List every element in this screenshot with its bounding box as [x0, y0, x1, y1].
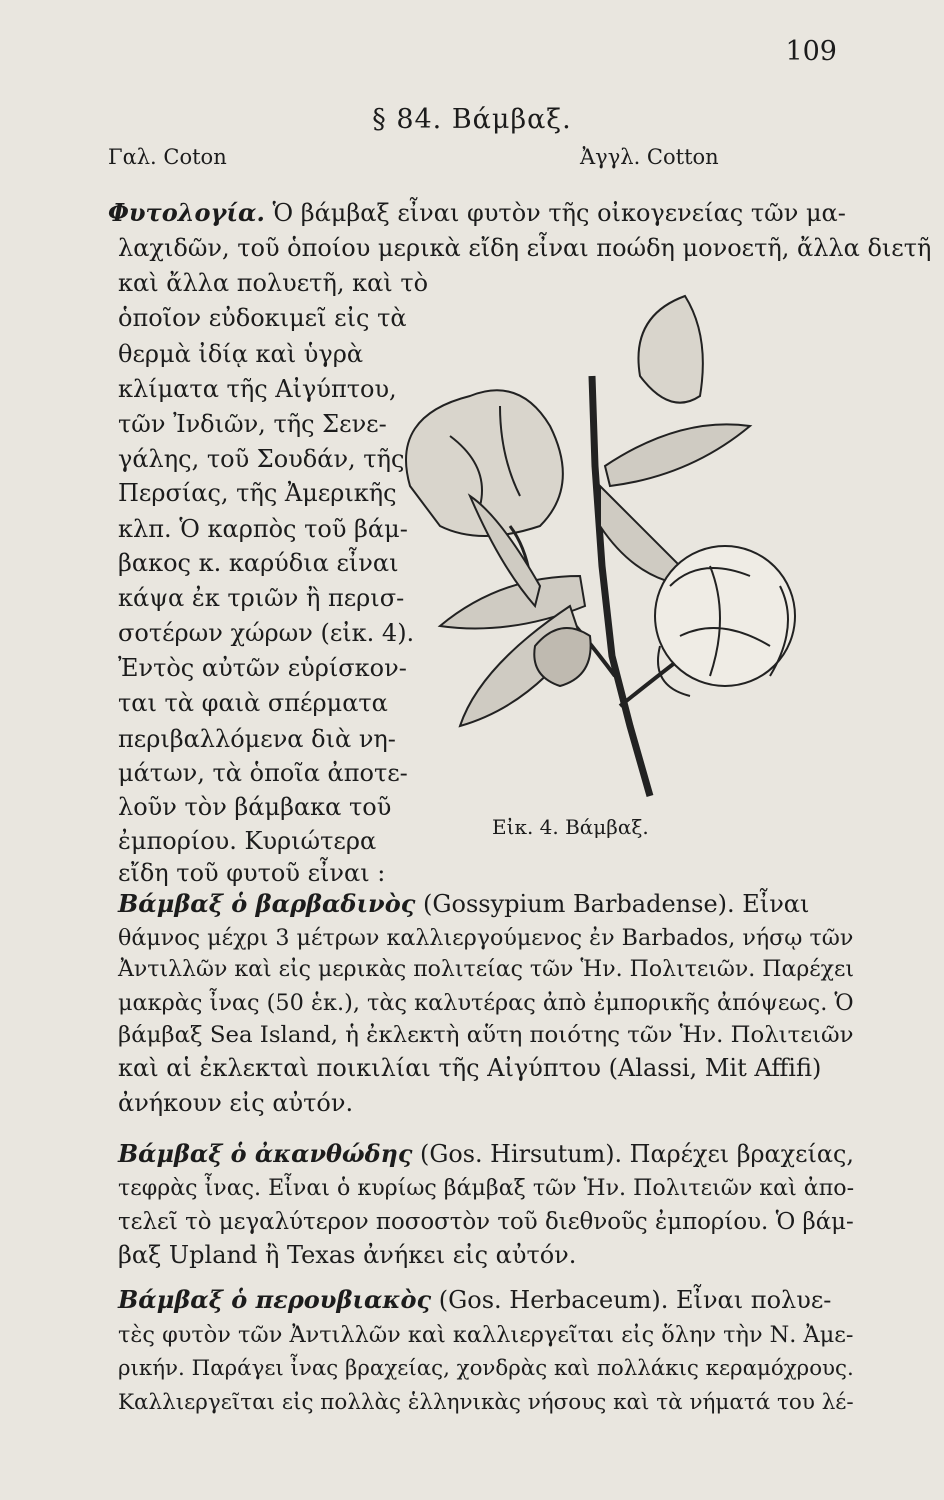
text-line [118, 339, 363, 369]
text-line [118, 1020, 853, 1050]
line-text: ὁποῖον εὐδοκιμεῖ εἰς τὰ [118, 304, 407, 332]
cotton-plant-illustration [350, 286, 820, 816]
text-line [118, 955, 854, 985]
text-line [118, 1354, 854, 1384]
text-line [118, 1388, 854, 1418]
line-text: μακρὰς ἶνας (50 ἑκ.), τὰς καλυτέρας ἀπὸ ἐμπορικῆς ἀπόψεως. Ὁ [118, 990, 854, 1016]
line-text: τῶν Ἰνδιῶν, τῆς Σενε- [118, 410, 387, 438]
line-text: εἴδη τοῦ φυτοῦ εἶναι : [118, 859, 386, 887]
term-label: Φυτολογία. [108, 198, 265, 227]
line-text: κλπ. Ὁ καρπὸς τοῦ βάμ- [118, 515, 408, 543]
line-text: λοῦν τὸν βάμβακα τοῦ [118, 793, 392, 821]
text-line [108, 198, 846, 228]
line-text: ἀνήκουν εἰς αὐτόν. [118, 1089, 354, 1117]
line-text: λαχιδῶν, τοῦ ὁποίου μερικὰ εἴδη εἶναι ποώδη μονοετῆ, ἄλλα διετῆ [118, 234, 932, 262]
line-text: Καλλιεργεῖται εἰς πολλὰς ἑλληνικὰς νήσους καὶ τὰ νήματά του λέ- [118, 1390, 854, 1415]
text-line [118, 1173, 854, 1203]
term-label: Βάμβαξ ὁ ἀκανθώδης [118, 1140, 413, 1168]
text-line [118, 409, 387, 439]
text-line [118, 233, 931, 263]
line-text: (Gos. Hirsutum). Παρέχει βραχείας, [412, 1140, 854, 1168]
line-text: (Gos. Herbaceum). Εἶναι πολυε- [431, 1286, 832, 1314]
line-text: ται τὰ φαιὰ σπέρματα [118, 689, 388, 717]
term-label: Βάμβαξ ὁ βαρβαδινὸς [118, 889, 416, 918]
line-text: θερμὰ ἰδίᾳ καὶ ὑγρὰ [118, 340, 364, 368]
text-line [118, 988, 854, 1018]
line-text: σοτέρων χώρων (εἰκ. 4). [118, 619, 415, 647]
line-text: γάλης, τοῦ Σουδάν, τῆς [118, 445, 405, 473]
text-line [118, 1053, 821, 1083]
text-line [118, 1139, 854, 1169]
text-line [118, 826, 376, 856]
line-text: Ἐντὸς αὐτῶν εὑρίσκον- [118, 654, 407, 682]
term-label: Βάμβαξ ὁ περουβιακὸς [118, 1285, 432, 1314]
line-text: Περσίας, τῆς Ἀμερικῆς [118, 479, 397, 507]
text-line [118, 923, 853, 953]
line-text: περιβαλλόμενα διὰ νη- [118, 725, 396, 753]
line-text: Ὁ βάμβαξ εἶναι φυτὸν τῆς οἰκογενείας τῶν μα- [264, 199, 846, 227]
line-text: τελεῖ τὸ μεγαλύτερον ποσοστὸν τοῦ διεθνοῦς ἐμπορίου. Ὁ βάμ- [118, 1209, 854, 1235]
text-line [118, 1088, 353, 1118]
text-line [118, 889, 809, 919]
line-text: τὲς φυτὸν τῶν Ἀντιλλῶν καὶ καλλιεργεῖται εἰς ὅλην τὴν Ν. Ἀμε- [118, 1322, 854, 1348]
text-line [118, 1240, 576, 1270]
text-line [118, 1320, 853, 1350]
text-line [118, 1207, 854, 1237]
line-text: κλίματα τῆς Αἰγύπτου, [118, 375, 397, 403]
text-line [118, 1285, 831, 1315]
line-text: βάμβαξ Sea Island, ἡ ἐκλεκτὴ αὕτη ποιότης τῶν Ἡν. Πολιτειῶν [118, 1022, 854, 1048]
line-text: βακος κ. καρύδια εἶναι [118, 549, 399, 577]
page-number: 109 [785, 36, 837, 67]
section-title: § 84. Βάμβαξ. [372, 104, 572, 135]
line-text: μάτων, τὰ ὁποῖα ἀποτε- [118, 759, 408, 787]
text-line [118, 688, 388, 718]
line-text: κάψα ἐκ τριῶν ἢ περισ- [118, 584, 405, 612]
french-name: Γαλ. Coton [108, 145, 227, 169]
line-text: καὶ αἱ ἐκλεκταὶ ποικιλίαι τῆς Αἰγύπτου (Alassi, Mit Affifi) [118, 1054, 822, 1082]
line-text: Ἀντιλλῶν καὶ εἰς μερικὰς πολιτείας τῶν Ἡν. Πολιτειῶν. Παρέχει [118, 957, 855, 982]
line-text: (Gossypium Barbadense). Εἶναι [415, 890, 810, 918]
figure-caption: Εἰκ. 4. Βάμβαξ. [492, 815, 649, 839]
english-name: Ἀγγλ. Cotton [580, 145, 719, 169]
line-text: βαξ Upland ἢ Texas ἀνήκει εἰς αὐτόν. [118, 1241, 577, 1269]
line-text: ρικήν. Παράγει ἶνας βραχείας, χονδρὰς καὶ πολλάκις κεραμόχρους. [118, 1356, 854, 1381]
line-text: τεφρὰς ἶνας. Εἶναι ὁ κυρίως βάμβαξ τῶν Ἡν. Πολιτειῶν καὶ ἀπο- [118, 1175, 855, 1201]
line-text: καὶ ἄλλα πολυετῆ, καὶ τὸ [118, 269, 429, 297]
line-text: ἐμπορίου. Κυριώτερα [118, 827, 377, 855]
line-text: θάμνος μέχρι 3 μέτρων καλλιεργούμενος ἐν Barbados, νήσῳ τῶν [118, 925, 854, 951]
text-line [118, 858, 385, 888]
